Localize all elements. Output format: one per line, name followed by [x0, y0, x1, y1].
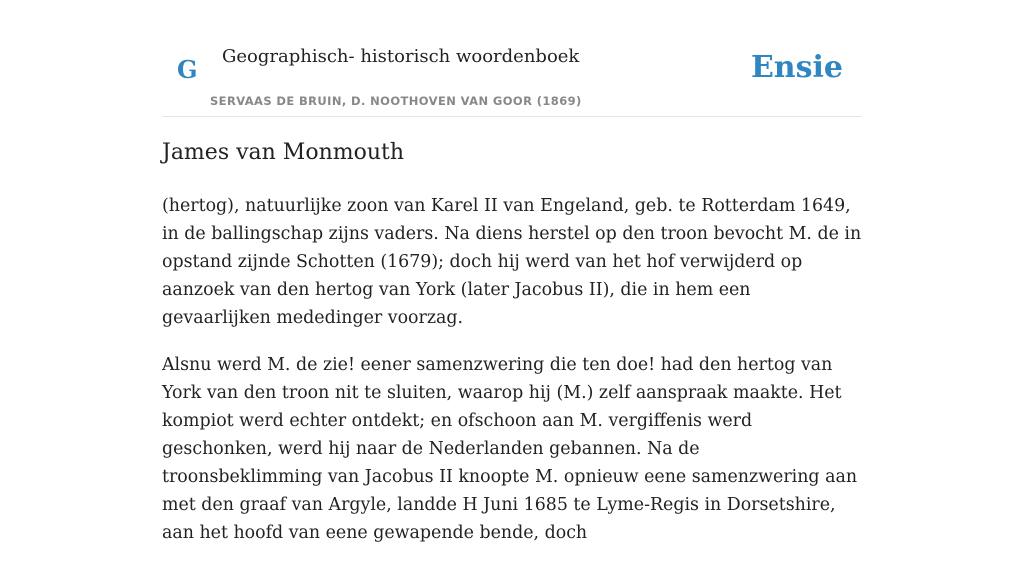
entry-title: James van Monmouth [162, 140, 405, 165]
ensie-logo-link[interactable]: Ensie [750, 50, 843, 85]
book-logo-letter[interactable]: G [177, 55, 198, 84]
entry-paragraph: Alsnu werd M. de zie! eener samenzwering die ten doe! had den hertog van York van den troon nit te sluiten, waarop hij (M.) zelf aanspraak maakte. Het kompiot werd echter ontdekt; en ofschoon aan M. vergiffenis werd geschonken, werd hij naar de Nederlanden gebannen. Na de troonsbeklimming van Jacobus II knoopte M. opnieuw eene samenzwering aan met den graaf van Argyle, landde H Juni 1685 te Lyme-Regis in Dorsetshire, aan het hoofd van eene gewapende bende, doch [162, 355, 858, 543]
book-header [162, 0, 862, 117]
entry-body [162, 192, 862, 566]
entry-paragraph: (hertog), natuurlijke zoon van Karel II van Engeland, geb. te Rotterdam 1649, in de ballingschap zijns vaders. Na diens herstel op den troon bevocht M. de in opstand zijnde Schotten (1679); doch hij werd van het hof verwijderd op aanzoek van den hertog van York (later Jacobus II), die in hem een gevaarlijken mededinger voorzag. [162, 196, 862, 328]
book-title[interactable]: Geographisch- historisch woordenboek [222, 46, 580, 67]
book-authors: SERVAAS DE BRUIN, D. NOOTHOVEN VAN GOOR (1869) [210, 94, 582, 108]
